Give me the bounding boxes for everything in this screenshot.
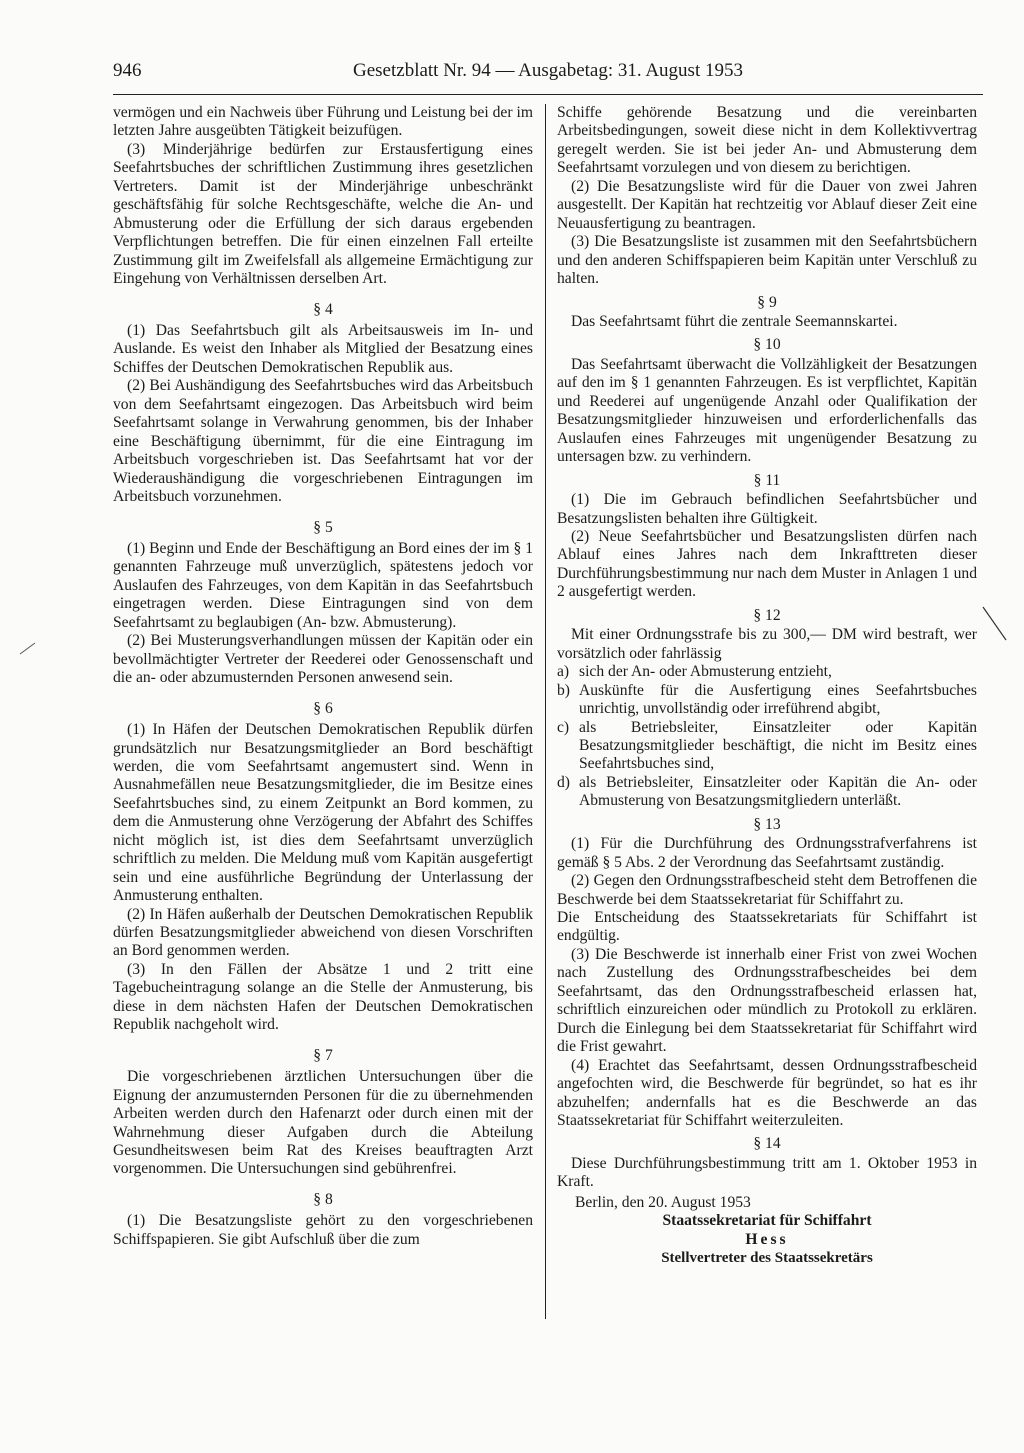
section-13-paragraph-3: (3) Die Beschwerde ist innerhalb einer Frist von zwei Wochen nach Zustellung des Ordnungsstrafbescheides bei dem Seefahrtsamt, das den Ordnungsstrafbescheid erlassen hat, schriftlich einzureichen oder mündlich zu Protokoll zu erklären. Durch die Einlegung bei dem Staatssekretariat für Schiffahrt wird die Frist gewahrt. [557, 945, 977, 1056]
section-4-heading: § 4 [313, 300, 333, 318]
penalty-list [557, 663, 977, 811]
column-divider [545, 104, 546, 1319]
paragraph-3-1: (3) Minderjährige bedürfen zur Erstausfertigung eines Seefahrtsbuches der schriftlichen Zustimmung ihres gesetzlichen Vertreters. Damit ist der Minderjährige unbeschränkt geschäftsfähig für solche Rechtsgeschäfte, welche die An- und Abmusterung oder die Erfüllung der sich daraus ergebenden Verpflichtungen betreffen. Die für einen einzelnen Fall erteilte Zustimmung gilt im Zweifelsfall als allgemeine Ermächtigung zur Eingehung von Verhältnissen derselben Art. [113, 140, 533, 288]
list-item-label: b) [557, 681, 570, 699]
paragraph-continued-right: Schiffe gehörende Besatzung und die vereinbarten Arbeitsbedingungen, soweit diese nicht in dem Kollektivvertrag geregelt werden. Sie ist bei jeder An- und Abmusterung dem Seefahrtsamt vorzulegen und von diesem zu berichtigen. [557, 104, 977, 177]
section-13-paragraph-2b: Die Entscheidung des Staatssekretariats für Schiffahrt ist endgültig. [557, 909, 977, 945]
section-8-heading: § 8 [313, 1190, 333, 1208]
signature-role: Stellvertreter des Staatssekretärs [661, 1250, 873, 1267]
section-7-heading: § 7 [313, 1046, 333, 1064]
section-6-paragraph-3: (3) In den Fällen der Absätze 1 und 2 tritt eine Tagebucheintragung solange an die Stelle der Anmusterung, bis diese in dem nächsten Hafen der Deutschen Demokratischen Republik nachgeholt wird. [113, 960, 533, 1034]
list-item-label: c) [557, 718, 570, 736]
section-12-paragraph-1: Mit einer Ordnungsstrafe bis zu 300,— DM wird bestraft, wer vorsätzlich oder fahrlässig [557, 626, 977, 662]
section-9-heading: § 9 [757, 293, 777, 311]
section-8-paragraph-2: (2) Die Besatzungsliste wird für die Dauer von zwei Jahren ausgestellt. Der Kapitän hat rechtzeitig vor Ablauf dieser Zeit eine Neuausfertigung zu beantragen. [557, 177, 977, 232]
section-8-paragraph-1: (1) Die Besatzungsliste gehört zu den vorgeschriebenen Schiffspapieren. Sie gibt Aufschluß über die zum [113, 1212, 533, 1248]
section-13-paragraph-4: (4) Erachtet das Seefahrtsamt, dessen Ordnungsstrafbescheid angefochten wird, die Beschwerde für begründet, so hat es ihr abzuhelfen; andernfalls hat es die Beschwerde an das Staatssekretariat für Schiffahrt weiterzuleiten. [557, 1056, 977, 1130]
section-5-paragraph-1: (1) Beginn und Ende der Beschäftigung an Bord eines der im § 1 genannten Fahrzeuge muß unverzüglich, spätestens jedoch vor Auslaufen des Fahrzeuges, von dem Kapitän in das Seefahrtsbuch eingetragen werden. Diese Eintragungen sind von dem Seefahrtsamt zu beglaubigen (An- bzw. Abmusterung). [113, 539, 533, 631]
section-4-paragraph-2: (2) Bei Aushändigung des Seefahrtsbuches wird das Arbeitsbuch von dem Seefahrtsamt eingezogen. Das Arbeitsbuch wird beim Seefahrtsamt solange in Verwahrung genommen, bis der Inhaber eine Beschäftigung übernimmt, für die eine Eintragung im Arbeitsbuch vorgeschrieben ist. Das Seefahrtsamt hat vor der Wiederaushändigung die vorgeschriebenen Eintragungen im Arbeitsbuch vorzunehmen. [113, 377, 533, 506]
section-13-paragraph-2: (2) Gegen den Ordnungsstrafbescheid steht dem Betroffenen die Beschwerde bei dem Staatssekretariat für Schiffahrt zu. [557, 872, 977, 908]
right-column [557, 104, 977, 1268]
list-item-text: Auskünfte für die Ausfertigung eines Seefahrtsbuches unrichtig, unvollständig oder irreführend abgibt, [579, 681, 977, 718]
list-item [557, 719, 977, 774]
section-8-paragraph-3: (3) Die Besatzungsliste ist zusammen mit den Seefahrtsbüchern und den anderen Schiffspapieren beim Kapitän unter Verschluß zu halten. [557, 233, 977, 288]
list-item [557, 663, 977, 681]
list-item-text: als Betriebsleiter, Einsatzleiter oder Kapitän Besatzungsmitglieder beschäftigt, die nicht im Besitz eines Seefahrtsbuches sind, [579, 718, 977, 773]
section-13-heading: § 13 [753, 815, 781, 833]
dateline: Berlin, den 20. August 1953 [575, 1193, 751, 1211]
signature-organization: Staatssekretariat für Schiffahrt [662, 1212, 872, 1230]
section-11-paragraph-2: (2) Neue Seefahrtsbücher und Besatzungslisten dürfen nach Ablauf eines Jahres nach dem Inkrafttreten dieser Durchführungsbestimmung nur nach dem Muster in Anlagen 1 und 2 ausgefertigt werden. [557, 527, 977, 601]
section-10-heading: § 10 [753, 336, 781, 354]
section-12-heading: § 12 [753, 606, 781, 624]
list-item-text: als Betriebsleiter, Einsatzleiter oder Kapitän die An- oder Abmusterung von Besatzungsmitgliedern unterläßt. [579, 773, 977, 810]
pencil-mark-right [980, 604, 1010, 644]
section-10-paragraph-1: Das Seefahrtsamt überwacht die Vollzähligkeit der Besatzungen auf den im § 1 genannten Fahrzeugen. Es ist verpflichtet, Kapitän und Reederei auf ungenügende Anzahl oder Qualifikation der Besatzungsmitglieder hinzuweisen und erforderlichenfalls das Auslaufen eines Fahrzeuges mit ungenügender Besatzung zu untersagen bzw. zu verhindern. [557, 355, 977, 466]
section-4-paragraph-1: (1) Das Seefahrtsbuch gilt als Arbeitsausweis im In- und Auslande. Es weist den Inhaber als Mitglied der Besatzung eines Schiffes der Deutschen Demokratischen Republik aus. [113, 321, 533, 376]
list-item-text: sich der An- oder Abmusterung entzieht, [579, 663, 832, 681]
section-13-paragraph-1: (1) Für die Durchführung des Ordnungsstrafverfahrens ist gemäß § 5 Abs. 2 der Verordnung das Seefahrtsamt zuständig. [557, 835, 977, 871]
section-6-paragraph-2: (2) In Häfen außerhalb der Deutschen Demokratischen Republik dürfen Besatzungsmitglieder abweichend von diesen Vorschriften an Bord genommen werden. [113, 905, 533, 960]
section-6-heading: § 6 [313, 699, 333, 717]
section-7-paragraph-1: Die vorgeschriebenen ärztlichen Untersuchungen über die Eignung der anzumusternden Personen für die zu übernehmenden Arbeiten werden durch den Hafenarzt oder durch einen mit der Wahrnehmung dieser Aufgaben durch die Abteilung Gesundheitswesen beim Rat des Kreises beauftragten Arzt vorgenommen. Die Untersuchungen sind gebührenfrei. [113, 1068, 533, 1178]
list-item [557, 682, 977, 719]
list-item [557, 774, 977, 811]
list-item-label: a) [557, 663, 570, 681]
page-number: 946 [113, 60, 142, 81]
section-6-paragraph-1: (1) In Häfen der Deutschen Demokratischen Republik dürfen grundsätzlich nur Besatzungsmitglieder an Bord beschäftigt werden, die vom Seefahrtsamt angemustert sind. Wenn in Ausnahmefällen neue Besatzungsmitglieder, die im Besitze eines Seefahrtsbuches sind, zu einem Zeitpunkt an Bord kommen, zu dem die Anmusterung ohne Verzögerung der Abfahrt des Schiffes nicht möglich ist, ist dies dem Seefahrtsamt unverzüglich schriftlich zu melden. Die Meldung muß vom Kapitän ausgefertigt sein und eine ausführliche Begründung der Unterlassung der Anmusterung enthalten. [113, 721, 533, 905]
section-14-paragraph-1: Diese Durchführungsbestimmung tritt am 1. Oktober 1953 in Kraft. [557, 1154, 977, 1191]
page-header [113, 60, 983, 90]
signature-name: Hess [745, 1230, 789, 1248]
pencil-mark-left [18, 640, 38, 656]
section-5-paragraph-2: (2) Bei Musterungsverhandlungen müssen der Kapitän oder ein bevollmächtigter Vertreter der Reederei oder Genossenschaft und die an- oder abzumusternden Personen anwesend sein. [113, 632, 533, 687]
list-item-label: d) [557, 773, 570, 791]
header-rule [113, 94, 983, 95]
paragraph-continued: vermögen und ein Nachweis über Führung und Leistung bei der im letzten Jahre ausgeübten Tätigkeit beizufügen. [113, 104, 533, 140]
section-5-heading: § 5 [313, 518, 333, 536]
section-11-paragraph-1: (1) Die im Gebrauch befindlichen Seefahrtsbücher und Besatzungslisten behalten ihre Gültigkeit. [557, 491, 977, 527]
left-column [113, 104, 533, 1249]
gazette-title: Gesetzblatt Nr. 94 — Ausgabetag: 31. August 1953 [353, 60, 743, 81]
section-14-heading: § 14 [753, 1135, 781, 1153]
section-9-paragraph-1: Das Seefahrtsamt führt die zentrale Seemannskartei. [571, 312, 898, 330]
section-11-heading: § 11 [753, 471, 781, 489]
